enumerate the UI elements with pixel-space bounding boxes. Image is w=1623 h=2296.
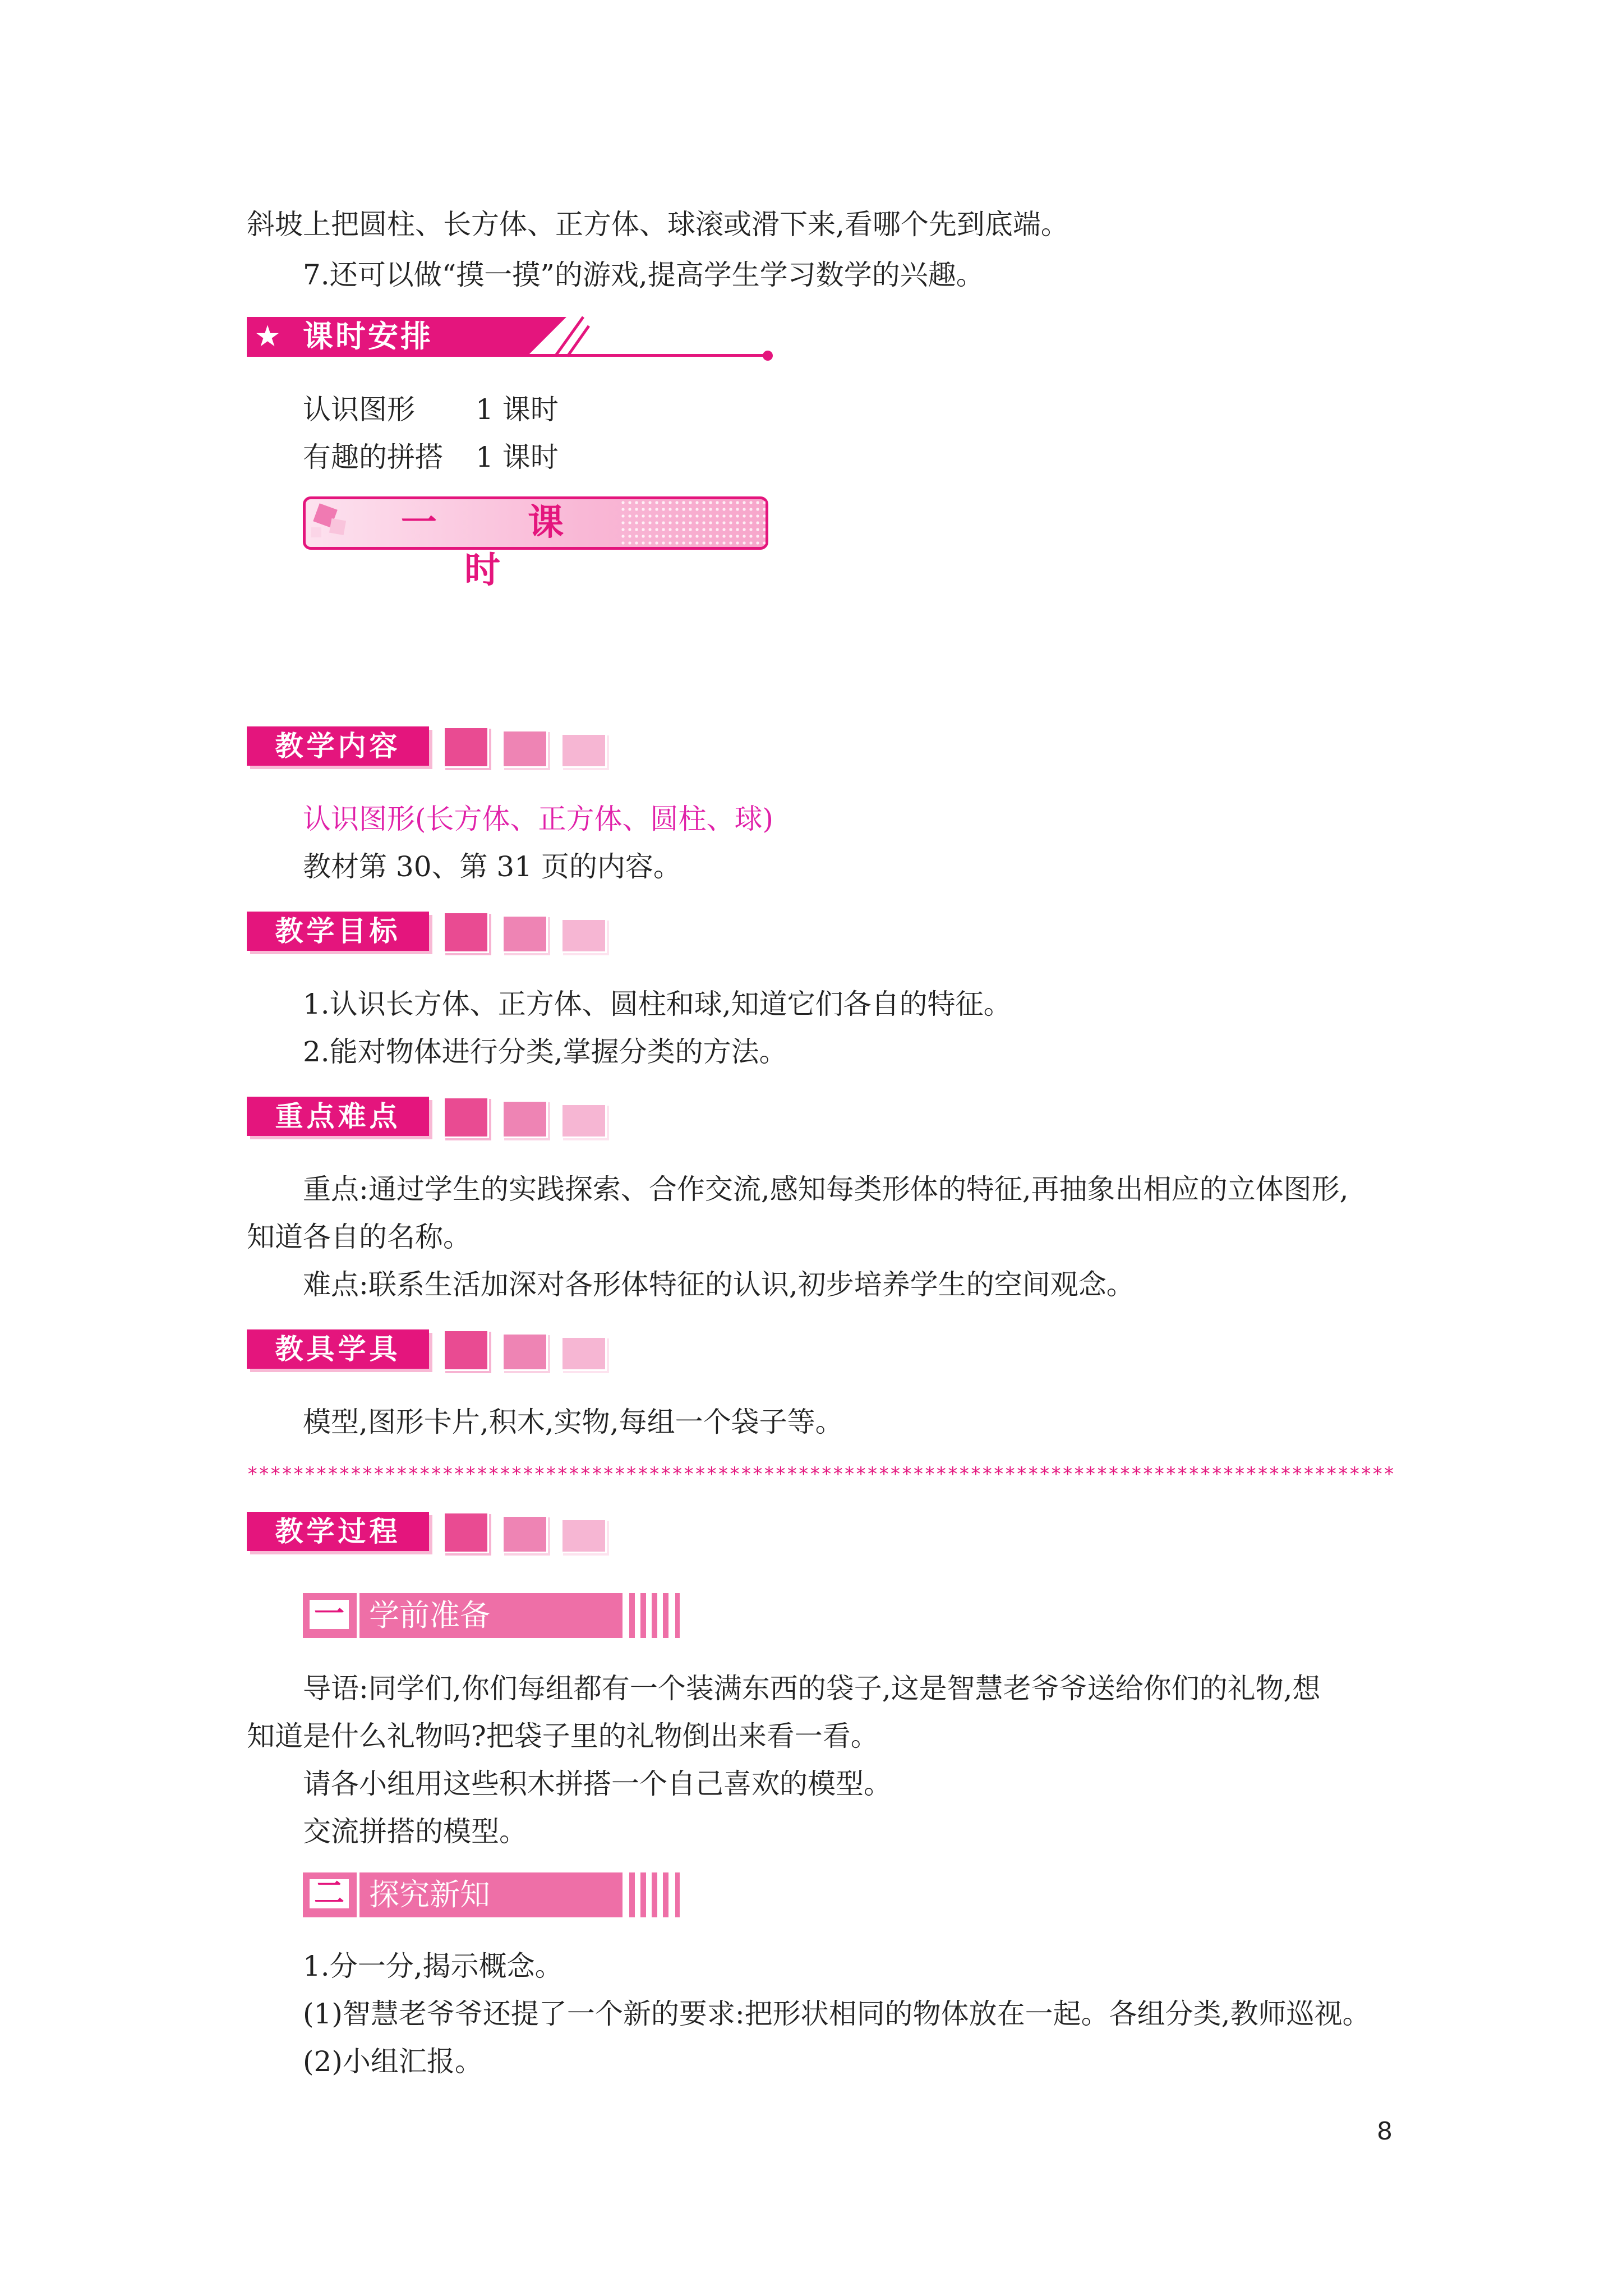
subsection-number: 一: [307, 1598, 351, 1631]
explore-line: (1)智慧老爷爷还提了一个新的要求:把形状相同的物体放在一起。各组分类,教师巡视。: [303, 1998, 1371, 2030]
prep-line: 交流拼搭的模型。: [303, 1815, 527, 1848]
explore-line: (2)小组汇报。: [303, 2045, 483, 2078]
schedule-item-hours: 1 课时: [476, 393, 559, 426]
explore-line: 1.分一分,揭示概念。: [303, 1950, 563, 1982]
star-icon: ★: [254, 320, 281, 353]
banner-dot: [763, 351, 773, 361]
key-point-line: 知道各自的名称。: [247, 1221, 471, 1253]
lesson-title-box: [303, 496, 768, 591]
section-label: 教学内容: [247, 726, 429, 766]
schedule-item-name: 有趣的拼搭: [303, 441, 443, 473]
banner-stripes: [527, 317, 589, 356]
schedule-item-name: 认识图形: [303, 393, 415, 426]
content-pages: 教材第 30、第 31 页的内容。: [303, 850, 681, 883]
section-label: 教学目标: [247, 912, 429, 951]
content-topic: 认识图形(长方体、正方体、圆柱、球): [303, 803, 774, 835]
section-tag-tools: [247, 1329, 606, 1374]
subsection-title: 探究新知: [369, 1877, 490, 1912]
star-divider: ****************************************************************************************************: [247, 1463, 1395, 1485]
lesson-title: 一 课 时: [400, 502, 603, 591]
key-point-line: 重点:通过学生的实践探索、合作交流,感知每类形体的特征,再抽象出相应的立体图形,: [303, 1173, 1349, 1205]
subsection-number: 二: [307, 1877, 351, 1911]
page-number: 8: [1377, 2117, 1393, 2146]
section-tag-keypoints: [247, 1097, 606, 1142]
prep-line: 请各小组用这些积木拼搭一个自己喜欢的模型。: [303, 1768, 892, 1800]
intro-line: 斜坡上把圆柱、长方体、正方体、球滚或滑下来,看哪个先到底端。: [247, 208, 1069, 241]
section-label: 教学过程: [247, 1512, 429, 1551]
section-tag-content: [247, 726, 606, 771]
section-tag-process: [247, 1512, 606, 1557]
subsection-header-explore: [303, 1872, 684, 1917]
section-tag-goals: [247, 912, 606, 956]
schedule-item-hours: 1 课时: [476, 441, 559, 473]
prep-line: 导语:同学们,你们每组都有一个装满东西的袋子,这是智慧老爷爷送给你们的礼物,想: [303, 1672, 1321, 1705]
difficulty-line: 难点:联系生活加深对各形体特征的认识,初步培养学生的空间观念。: [303, 1268, 1135, 1301]
section-label: 重点难点: [247, 1097, 429, 1136]
goal-item: 1.认识长方体、正方体、圆柱和球,知道它们各自的特征。: [303, 988, 1012, 1020]
goal-item: 2.能对物体进行分类,掌握分类的方法。: [303, 1036, 787, 1068]
schedule-title: 课时安排: [303, 319, 433, 354]
subsection-header-prep: [303, 1593, 684, 1638]
prep-line: 知道是什么礼物吗?把袋子里的礼物倒出来看一看。: [247, 1720, 879, 1752]
subsection-title: 学前准备: [369, 1598, 490, 1633]
tools-text: 模型,图形卡片,积木,实物,每组一个袋子等。: [303, 1406, 843, 1438]
section-label: 教具学具: [247, 1329, 429, 1369]
schedule-banner: [247, 317, 785, 379]
intro-line: 7.还可以做“摸一摸”的游戏,提高学生学习数学的兴趣。: [303, 259, 984, 291]
